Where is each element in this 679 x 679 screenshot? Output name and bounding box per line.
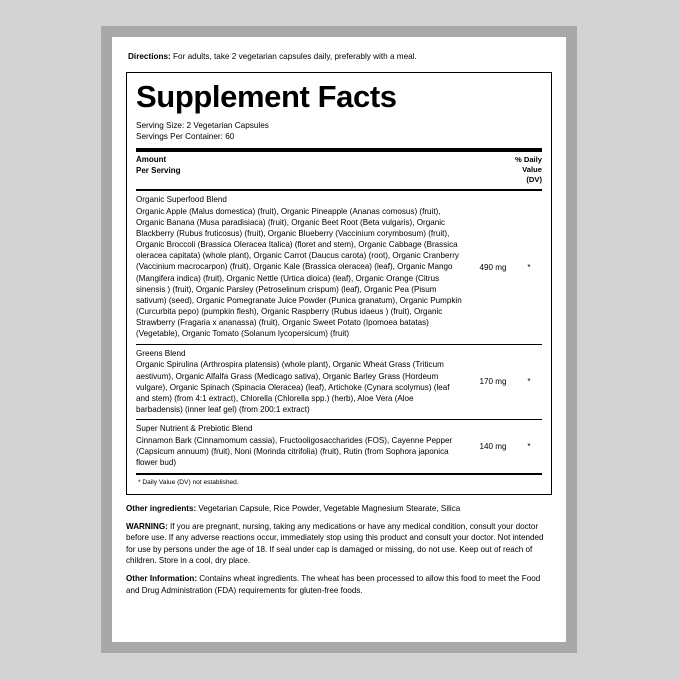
dv-header-line1: % Daily [514,154,542,164]
other-information-line [126,573,552,596]
amount-header-line1: Amount [136,154,167,164]
row-text [136,195,470,340]
dv-header-line3: (DV) [526,175,542,185]
servings-per-container: Servings Per Container: 60 [136,132,235,142]
other-ingredients-line [126,503,552,514]
row-amount: 490 mg [479,262,507,272]
dv-header-right [480,155,542,186]
row-dv: * [527,262,531,272]
row-description: Organic Apple (Malus domestica) (fruit), Organic Pineapple (Ananas comosus) (fruit), Organic Banana (Musa paradisiaca) (fruit), Organic Beet Root (Beta vulgaris), Organic Blackberry (Rubus fruticosus) (fruit), Organic Blueberry (Vaccinium corymbosum) (fruit), Organic Broccoli (Brassica Oleracea Italica) (floret and stem), Organic Cabbage (Brassica oleracea capitata) (whole plant), Organic Carrot (Daucus carota) (root), Organic Cranberry (Vaccinium macrocarpon) (fruit), Organic Kale (Brassica oleracea) (leaf), Organic Mango (Mangifera indica) (fruit), Organic Nettle (Urtica dioica) (leaf), Organic Orange (Citrus sinensis ) (fruit), Organic Parsley (Petroselinum crispum) (leaf), Organic Pea (Pisum sativum) (seed), Organic Pomegranate Juice Powder (Punica granatum), Organic Pumpkin (Curcurbita pepo) (pumpkin flesh), Organic Raspberry (Rubus idaeus ) (fruit), Organic Strawberry (Fragaria x ananassa) (fruit), Organic Sweet Potato (Ipomoea batatas) (Vegetable), Organic Tomato (Solanum lycopersicum) (fruit) [136,206,462,339]
other-information-text: Contains wheat ingredients. The wheat has been processed to allow this food to meet the Food and Drug Administration (FDA) requirements for gluten-free foods. [126,574,541,595]
label-footer-text [126,503,552,596]
row-description: Organic Spirulina (Arthrospira platensis) (whole plant), Organic Wheat Grass (Triticum aestivum), Organic Alfalfa Grass (Medicago sativa), Organic Barley Grass (Hordeum vulgare), Organic Spinach (Spinacia Oleracea) (leaf), Artichoke (Cynara scolymus) (leaf and stem) (from 4:1 extract), Chlorella (Chlorella spp.) (herb), Aloe Vera (Aloe barbadensis) (inner leaf gel) (from 200:1 extract) [136,360,450,415]
amount-header-row [136,152,542,189]
row-amount: 140 mg [479,441,507,451]
table-row [136,191,542,344]
table-row [136,345,542,420]
row-dv: * [527,441,531,451]
row-name: Greens Blend [136,348,186,358]
supplement-label-card [101,26,577,653]
row-name: Super Nutrient & Prebiotic Blend [136,424,253,434]
warning-label: WARNING: [126,521,168,531]
panel-title: Supplement Facts [136,79,397,115]
row-text [136,349,470,416]
dv-footnote: * Daily Value (DV) not established. [138,478,239,486]
other-information-label: Other Information: [126,574,198,584]
directions-line [128,51,552,62]
warning-text: If you are pregnant, nursing, taking any medications or have any medical condition, consult your doctor before use. If any adverse reactions occur, immediately stop using this product and consult your doctor. Not intended for use by persons under the age of 18. If seal under cap is damaged or missing, do not use. Keep out of reach of children. Store in a cool, dry place. [126,521,544,565]
table-row [136,420,542,472]
supplement-facts-panel [126,72,552,495]
directions-text: For adults, take 2 vegetarian capsules daily, preferably with a meal. [170,52,417,61]
supplement-label-inner [112,37,566,642]
row-text [136,424,470,468]
row-dv: * [527,377,531,387]
amount-header-left [136,155,480,177]
serving-size: Serving Size: 2 Vegetarian Capsules [136,120,269,130]
dv-header-line2: Value [522,165,542,175]
amount-header-line2: Per Serving [136,165,181,175]
directions-label: Directions: [128,52,171,61]
other-ingredients-text: Vegetarian Capsule, Rice Powder, Vegetable Magnesium Stearate, Silica [196,503,461,513]
row-name: Organic Superfood Blend [136,194,227,204]
warning-line [126,521,552,566]
row-description: Cinnamon Bark (Cinnamomum cassia), Fructooligosaccharides (FOS), Cayenne Pepper (Capsicum annuum) (fruit), Noni (Morinda citrifolia) (fruit), Rutin (from Sophora japonica flower bud) [136,436,453,468]
row-amount: 170 mg [479,377,507,387]
other-ingredients-label: Other ingredients: [126,503,197,513]
